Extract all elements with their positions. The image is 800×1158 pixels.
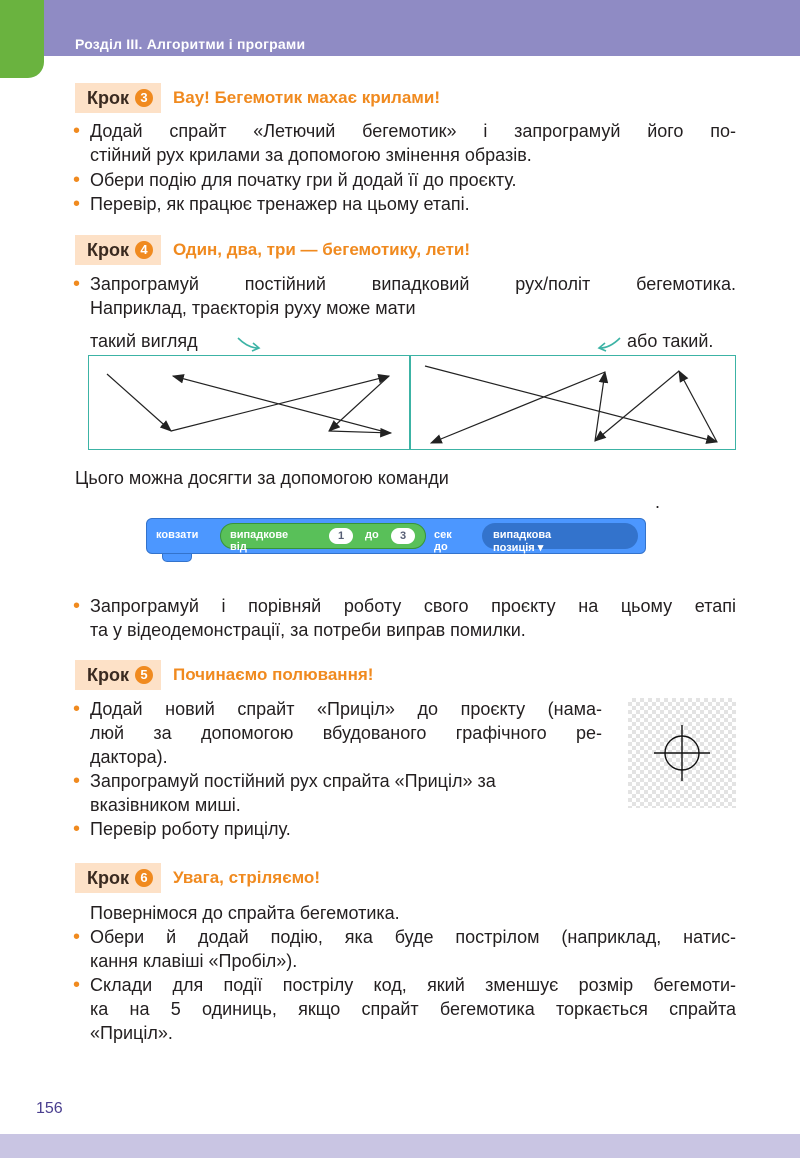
text-line: • Склади для події пострілу код, який зменшує розмір бегемоти- (90, 975, 736, 995)
arrow-down-right-icon (236, 332, 266, 354)
step-number-badge: 4 (135, 241, 153, 259)
list-item (90, 817, 602, 841)
step-4-label (75, 235, 161, 265)
text-line: • Обери подію для початку гри й додай її до проєкту. (90, 170, 517, 190)
target-dropdown-label: випадкова позиція ▾ (493, 529, 552, 554)
step-number-badge: 5 (135, 666, 153, 684)
to-label: до (365, 529, 379, 541)
command-intro: Цього можна досягти за допомогою команди (75, 468, 449, 488)
step-title: Увага, стріляємо! (173, 868, 320, 887)
list-item (90, 192, 736, 216)
step-6-intro: Повернімося до спрайта бегемотика. (90, 903, 400, 923)
text-line: люй за допомогою вбудованого графічного ре- (90, 723, 602, 743)
step-word: Крок (87, 239, 129, 260)
list-item (90, 697, 602, 769)
list-item (90, 769, 602, 817)
text-line: вказівником миші. (90, 795, 241, 815)
text-line: • Запрограмуй постійний рух спрайта «Приціл» за (90, 771, 496, 791)
period-mark: . (655, 492, 661, 512)
arrow-down-left-icon (594, 332, 624, 354)
step-title: Починаємо полювання! (173, 665, 374, 684)
trajectory-frame (88, 355, 736, 450)
text-line: • Запрограмуй і порівняй роботу свого проєкту на цьому етапі (90, 596, 736, 616)
left-caption: такий вигляд (90, 331, 198, 351)
trajectory-right (425, 366, 717, 443)
list-item (90, 168, 736, 192)
right-caption: або такий. (627, 331, 714, 351)
text-line: • Запрограмуй постійний випадковий рух/політ бегемотика. (90, 274, 736, 294)
text-line: стійний рух крилами за допомогою змінення образів. (90, 145, 532, 165)
step-title: Один, два, три — бегемотику, лети! (173, 240, 471, 259)
text-line: Наприклад, траєкторія руху може мати (90, 298, 416, 318)
step-word: Крок (87, 867, 129, 888)
text-line: • Обери й додай подію, яка буде пострілом (наприклад, натис- (90, 927, 736, 947)
step-5-label (75, 660, 161, 690)
list-item (90, 119, 736, 167)
list-item (90, 973, 736, 1045)
random-label: випадкове від (230, 529, 289, 553)
chapter-tab (0, 0, 44, 78)
text-line: дактора). (90, 747, 168, 767)
step-title: Вау! Бегемотик махає крилами! (173, 88, 440, 107)
text-line: • Додай новий спрайт «Приціл» до проєкту (нама- (90, 699, 602, 719)
crosshair-sprite-image (628, 698, 736, 808)
text-line: • Перевір, як працює тренажер на цьому етапі. (90, 194, 470, 214)
text-line: ка на 5 одиниць, якщо спрайт бегемотика торкається спрайта (90, 999, 736, 1019)
step-3-label (75, 83, 161, 113)
list-item (90, 594, 736, 642)
list-item (90, 272, 736, 320)
text-line: • Додай спрайт «Летючий бегемотик» і запрограмуй його по- (90, 121, 736, 141)
footer-bar (0, 1134, 800, 1158)
text-line: «Приціл». (90, 1023, 173, 1043)
to-value-input[interactable]: 3 (391, 528, 415, 544)
page-number: 156 (36, 1100, 63, 1117)
step-word: Крок (87, 664, 129, 685)
from-value-input[interactable]: 1 (329, 528, 353, 544)
chapter-title: Розділ ІІІ. Алгоритми і програми (75, 36, 306, 52)
text-line: • Перевір роботу прицілу. (90, 819, 291, 839)
step-6-label (75, 863, 161, 893)
list-item (90, 925, 736, 973)
text-line: кання клавіші «Пробіл»). (90, 951, 298, 971)
step-4-heading (75, 235, 470, 265)
step-6-heading (75, 863, 320, 893)
text-line: та у відеодемонстрації, за потреби виправ помилки. (90, 620, 526, 640)
crosshair-icon (628, 698, 736, 808)
trajectory-diagram (89, 356, 737, 451)
trajectory-left (107, 374, 391, 433)
step-5-heading (75, 660, 373, 690)
step-3-heading (75, 83, 440, 113)
block-glide-label: ковзати (156, 529, 199, 541)
step-number-badge: 3 (135, 89, 153, 107)
step-word: Крок (87, 87, 129, 108)
secs-to-label: сек до (434, 529, 452, 553)
step-number-badge: 6 (135, 869, 153, 887)
